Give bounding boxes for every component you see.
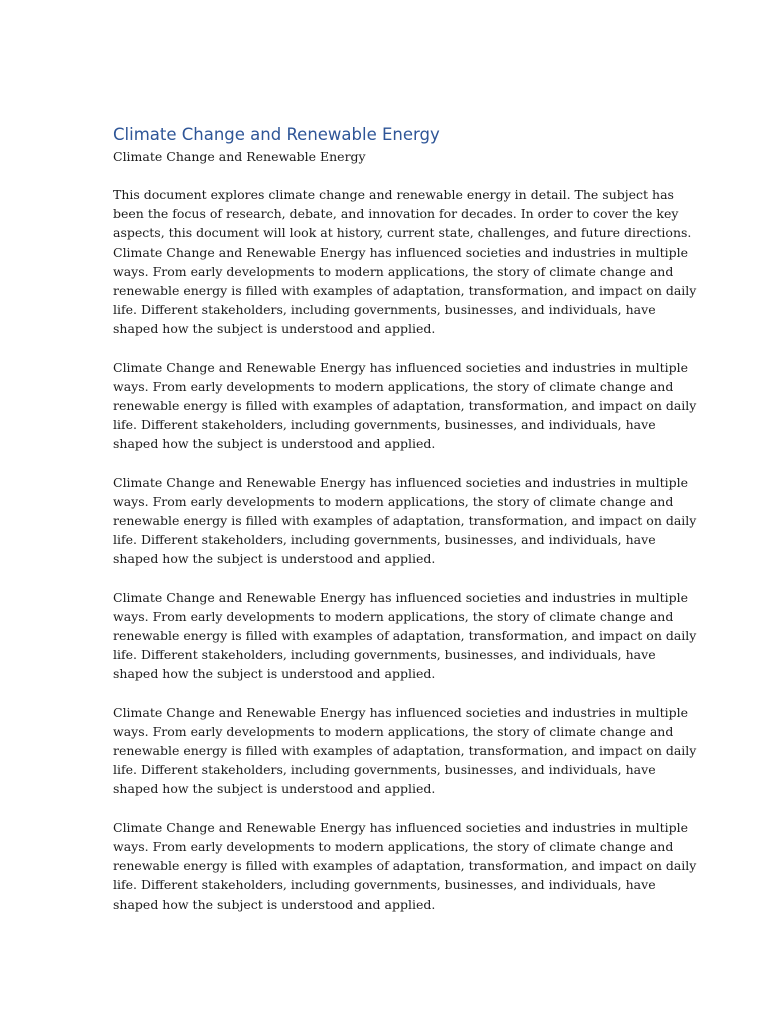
paragraph-line: renewable energy is filled with examples of adaptation, transformation, and impact on daily	[113, 628, 697, 644]
document-subtitle: Climate Change and Renewable Energy	[113, 149, 366, 164]
paragraph-line: renewable energy is filled with examples of adaptation, transformation, and impact on daily	[113, 858, 697, 874]
paragraph-line: Climate Change and Renewable Energy has influenced societies and industries in multiple	[113, 704, 688, 720]
paragraph-line: Climate Change and Renewable Energy has influenced societies and industries in multiple	[113, 819, 688, 835]
paragraph-3	[113, 473, 697, 569]
paragraph-line: Climate Change and Renewable Energy has influenced societies and industries in multiple	[113, 474, 688, 490]
paragraph-line: life. Different stakeholders, including governments, businesses, and individuals, have	[113, 647, 656, 663]
paragraph-line: This document explores climate change and renewable energy in detail. The subject has	[113, 187, 674, 202]
paragraph-line: ways. From early developments to modern applications, the story of climate change and	[113, 493, 674, 509]
paragraph-2	[113, 358, 697, 454]
paragraph-5	[113, 703, 697, 799]
paragraph-line: ways. From early developments to modern applications, the story of climate change and	[113, 838, 674, 854]
paragraph-line: shaped how the subject is understood and applied.	[113, 436, 436, 452]
paragraph-line: renewable energy is filled with examples of adaptation, transformation, and impact on daily	[113, 283, 697, 299]
paragraph-line: ways. From early developments to modern applications, the story of climate change and	[113, 378, 674, 394]
paragraph-line: Climate Change and Renewable Energy has influenced societies and industries in multiple	[113, 359, 688, 375]
paragraph-line: Climate Change and Renewable Energy has influenced societies and industries in multiple	[113, 589, 688, 605]
paragraph-line: ways. From early developments to modern applications, the story of climate change and	[113, 723, 674, 739]
paragraph-line: shaped how the subject is understood and applied.	[113, 551, 436, 567]
paragraph-6	[113, 818, 697, 914]
paragraph-1	[113, 185, 697, 339]
paragraph-line: renewable energy is filled with examples of adaptation, transformation, and impact on daily	[113, 513, 697, 529]
paragraph-line: renewable energy is filled with examples of adaptation, transformation, and impact on daily	[113, 398, 697, 414]
paragraph-line: shaped how the subject is understood and applied.	[113, 781, 436, 797]
paragraph-line: Climate Change and Renewable Energy has influenced societies and industries in multiple	[113, 244, 688, 260]
paragraph-line: ways. From early developments to modern applications, the story of climate change and	[113, 608, 674, 624]
paragraph-line: life. Different stakeholders, including governments, businesses, and individuals, have	[113, 762, 656, 778]
paragraph-line: shaped how the subject is understood and applied.	[113, 896, 436, 912]
paragraph-line: life. Different stakeholders, including governments, businesses, and individuals, have	[113, 877, 656, 893]
paragraph-line: been the focus of research, debate, and innovation for decades. In order to cover the key	[113, 206, 679, 222]
paragraph-line: renewable energy is filled with examples of adaptation, transformation, and impact on daily	[113, 743, 697, 759]
paragraph-line: aspects, this document will look at history, current state, challenges, and future directions.	[113, 225, 692, 241]
paragraph-line: life. Different stakeholders, including governments, businesses, and individuals, have	[113, 417, 656, 433]
paragraph-line: life. Different stakeholders, including governments, businesses, and individuals, have	[113, 532, 656, 548]
paragraph-line: life. Different stakeholders, including governments, businesses, and individuals, have	[113, 302, 656, 318]
paragraph-line: ways. From early developments to modern applications, the story of climate change and	[113, 263, 674, 279]
document-title: Climate Change and Renewable Energy	[113, 125, 440, 144]
paragraph-line: shaped how the subject is understood and applied.	[113, 666, 436, 682]
paragraph-4	[113, 588, 697, 684]
paragraph-line: shaped how the subject is understood and applied.	[113, 321, 436, 337]
document-content	[113, 124, 697, 914]
